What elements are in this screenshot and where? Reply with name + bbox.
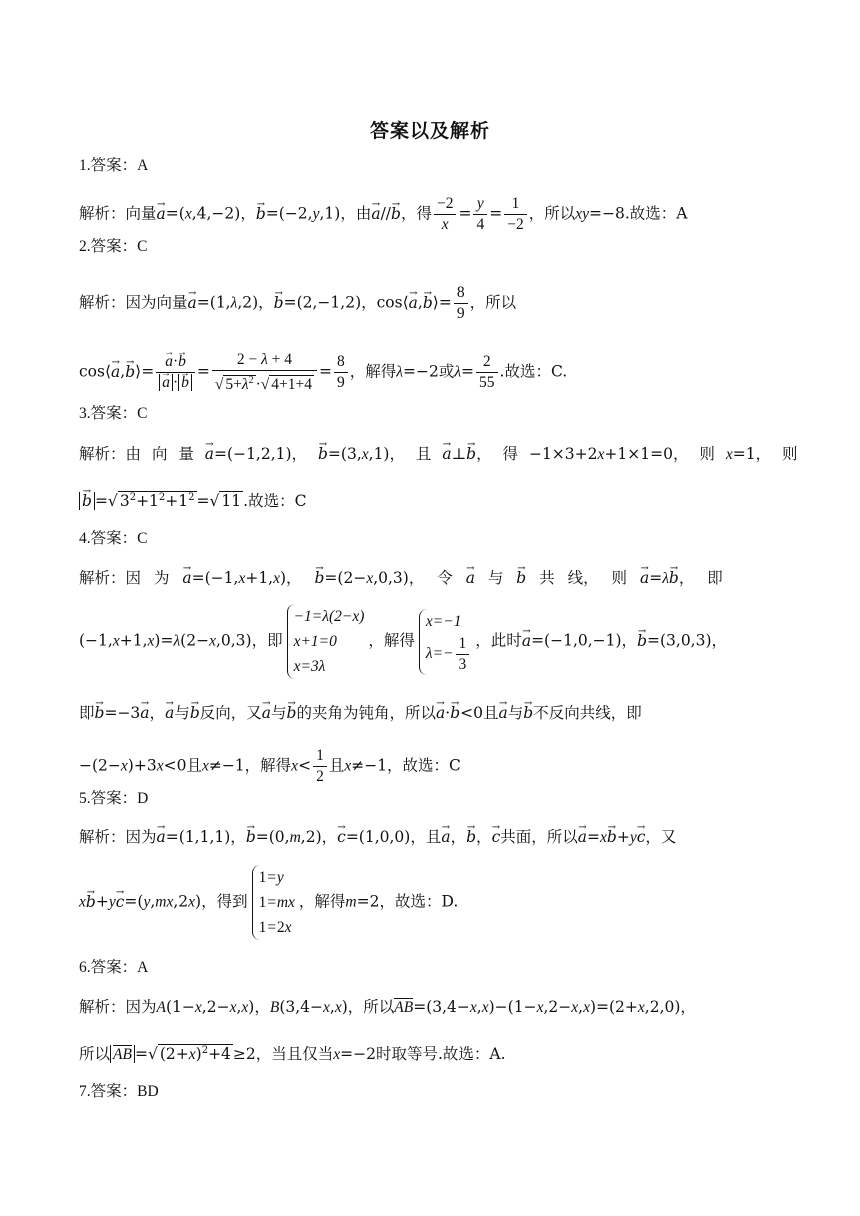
solution-label: 解析： — [79, 204, 126, 223]
answer-2: 2.答案：C — [79, 238, 148, 255]
solution-4-line-2: (−1,x+1,x)=λ(2−x,0,3)，即 −1=λ(2−x) x+1=0 x=3λ ，解得 x=−1 λ=− $\frac{1}{3}$ ，此时→ a=(−1,0,−1)，→ b=(3,0,3)， — [79, 604, 781, 679]
solution-2-line-2: cos⟨→ a,→ b⟩= → a·→ b → a ·→ b = $\frac{2 - \lambda + 4}{√ 5+\lambda^2 \cdot√ 4+1+4}$ = $\frac{8}{9}$ ，解得λ=−2或λ= $\frac{2}{55}$ .故选：C. — [79, 350, 781, 395]
solution-5-line-1: 解析：因为→ a=(1,1,1)，→ b=(0,m,2)，→ c=(1,0,0)，且→ a，→ b，→ c共面，所以→ a=x→ b+y→ c，又 — [79, 826, 781, 849]
solution-3-line-2: → b =√ $3^2+1^2+1^2$ =√ 11 .故选：C — [79, 487, 781, 512]
solution-label: 解析： — [79, 828, 126, 846]
solution-6-line-2: 所以 AB =√ $(2+x)^2+4 \ge 2$，当且仅当x=−2时取等号.故选：A. — [79, 1045, 506, 1064]
solution-label: 解析： — [79, 569, 126, 587]
solution-6-line-1: 解析：因为A(1−x,2−x,x)，B(3,4−x,x)，所以AB=(3,4−x,x)−(1−x,2−x,x)=(2+x,2,0)， — [79, 998, 696, 1016]
solution-label: 解析： — [79, 445, 126, 463]
answer-6: 6.答案：A — [79, 959, 149, 976]
answer-7: 7.答案：BD — [79, 1083, 159, 1100]
solution-label: 解析： — [79, 998, 126, 1016]
solution-4-line-4: −(2−x)+3x<0且x≠−1，解得x< $\frac{1}{2}$ 且x≠−1，故选：C — [79, 747, 461, 785]
solution-4-line-1: 解析：因 为 → a=(−1,x+1,x)， → b=(2−x,0,3)， 令 → a 与 → b 共 线， 则 → a=λ→ b， 即 — [79, 567, 781, 590]
solution-4-line-3: 即→ b=−3→ a，→ a与→ b反向，又→ a与→ b的夹角为钝角，所以→ a·→ b<0且→ a与→ b不反向共线，即 — [79, 702, 781, 724]
solution-3-line-1: 解析：由 向 量 → a=(−1,2,1)， → b=(3,x,1)， 且 → a⊥→ b， 得 −1×3+2x+1×1=0， 则 x=1， 则 — [79, 443, 781, 466]
solution-1: 解析：向量→ a=(x,4,−2)，→ b=(−2,y,1)，由→ a//→ b，得 $\frac{-2}{x}$ = $\frac{y}{4}$ = $\frac{1}{-2}$ ，所以xy=−8.故选：A — [79, 194, 781, 235]
answer-5: 5.答案：D — [79, 790, 149, 807]
page-title: 答案以及解析 — [369, 120, 490, 142]
solution-label: 解析： — [79, 293, 126, 312]
answer-4: 4.答案：C — [79, 530, 148, 547]
answer-1: 1.答案：A — [79, 157, 149, 174]
solution-5-line-2: x→ b+y→ c=(y,mx,2x)，得到 1=y 1=mx 1=2x ，解得m=2，故选：D. — [79, 865, 781, 940]
solution-2-line-1: 解析：因为向量→ a=(1,λ,2)，→ b=(2,−1,2)，cos⟨→ a,→ b⟩= $\frac{8}{9}$ ，所以 — [79, 283, 781, 324]
answer-3: 3.答案：C — [79, 405, 148, 422]
